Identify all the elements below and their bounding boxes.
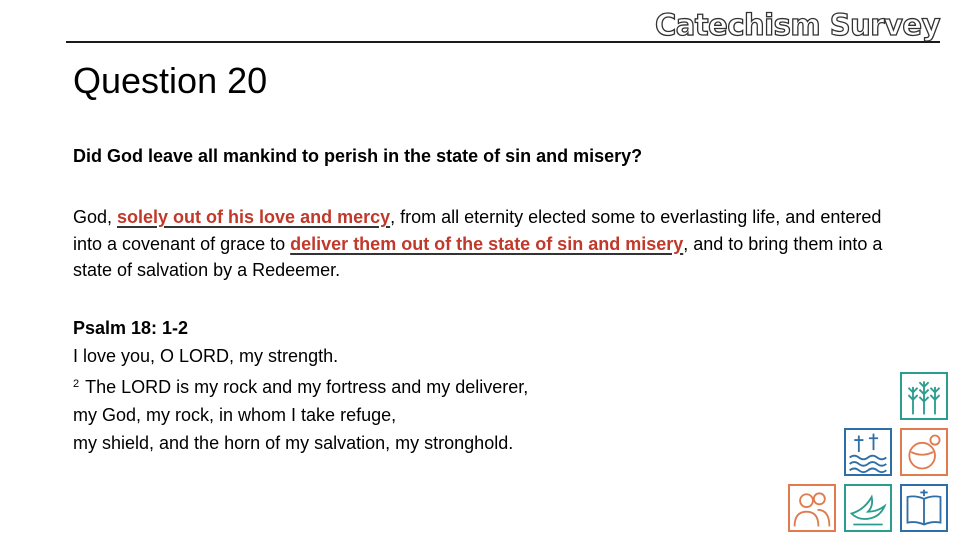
- answer-highlight-1: solely out of his love and mercy: [117, 207, 391, 227]
- scripture-line: my God, my rock, in whom I take refuge,: [73, 405, 397, 425]
- book-icon: [900, 484, 948, 532]
- globe-icon: [900, 428, 948, 476]
- question-text: Did God leave all mankind to perish in the state of sin and misery?: [73, 146, 643, 166]
- church-water-icon: [844, 428, 892, 476]
- answer-part-3: , and to bring them into a state of salvation by a Redeemer.: [73, 233, 883, 280]
- answer-text: [73, 204, 913, 284]
- wheat-icon: [900, 372, 948, 420]
- brand-title: Catechism Survey: [654, 8, 940, 42]
- answer-part-1: God,: [73, 207, 118, 227]
- header-rule: [66, 41, 940, 43]
- page-title: Question 20: [73, 60, 268, 101]
- scripture-line: The LORD is my rock and my fortress and my deliverer,: [85, 377, 529, 397]
- scripture-verse-2: [73, 370, 773, 401]
- people-icon: [788, 484, 836, 532]
- scripture-line: I love you, O LORD, my strength.: [73, 346, 339, 366]
- answer-highlight-2: deliver them out of the state of sin and misery: [290, 233, 684, 254]
- verse-number: 2: [73, 378, 80, 390]
- dove-icon: [844, 484, 892, 532]
- answer-part-2: , from all eternity elected some to everlasting life, and entered into a covenant of grace to: [73, 207, 882, 254]
- scripture-block: [73, 314, 773, 457]
- decorative-tiles: [788, 372, 960, 540]
- scripture-reference: Psalm 18: 1-2: [73, 318, 189, 338]
- scripture-line: my shield, and the horn of my salvation, my stronghold.: [73, 433, 514, 453]
